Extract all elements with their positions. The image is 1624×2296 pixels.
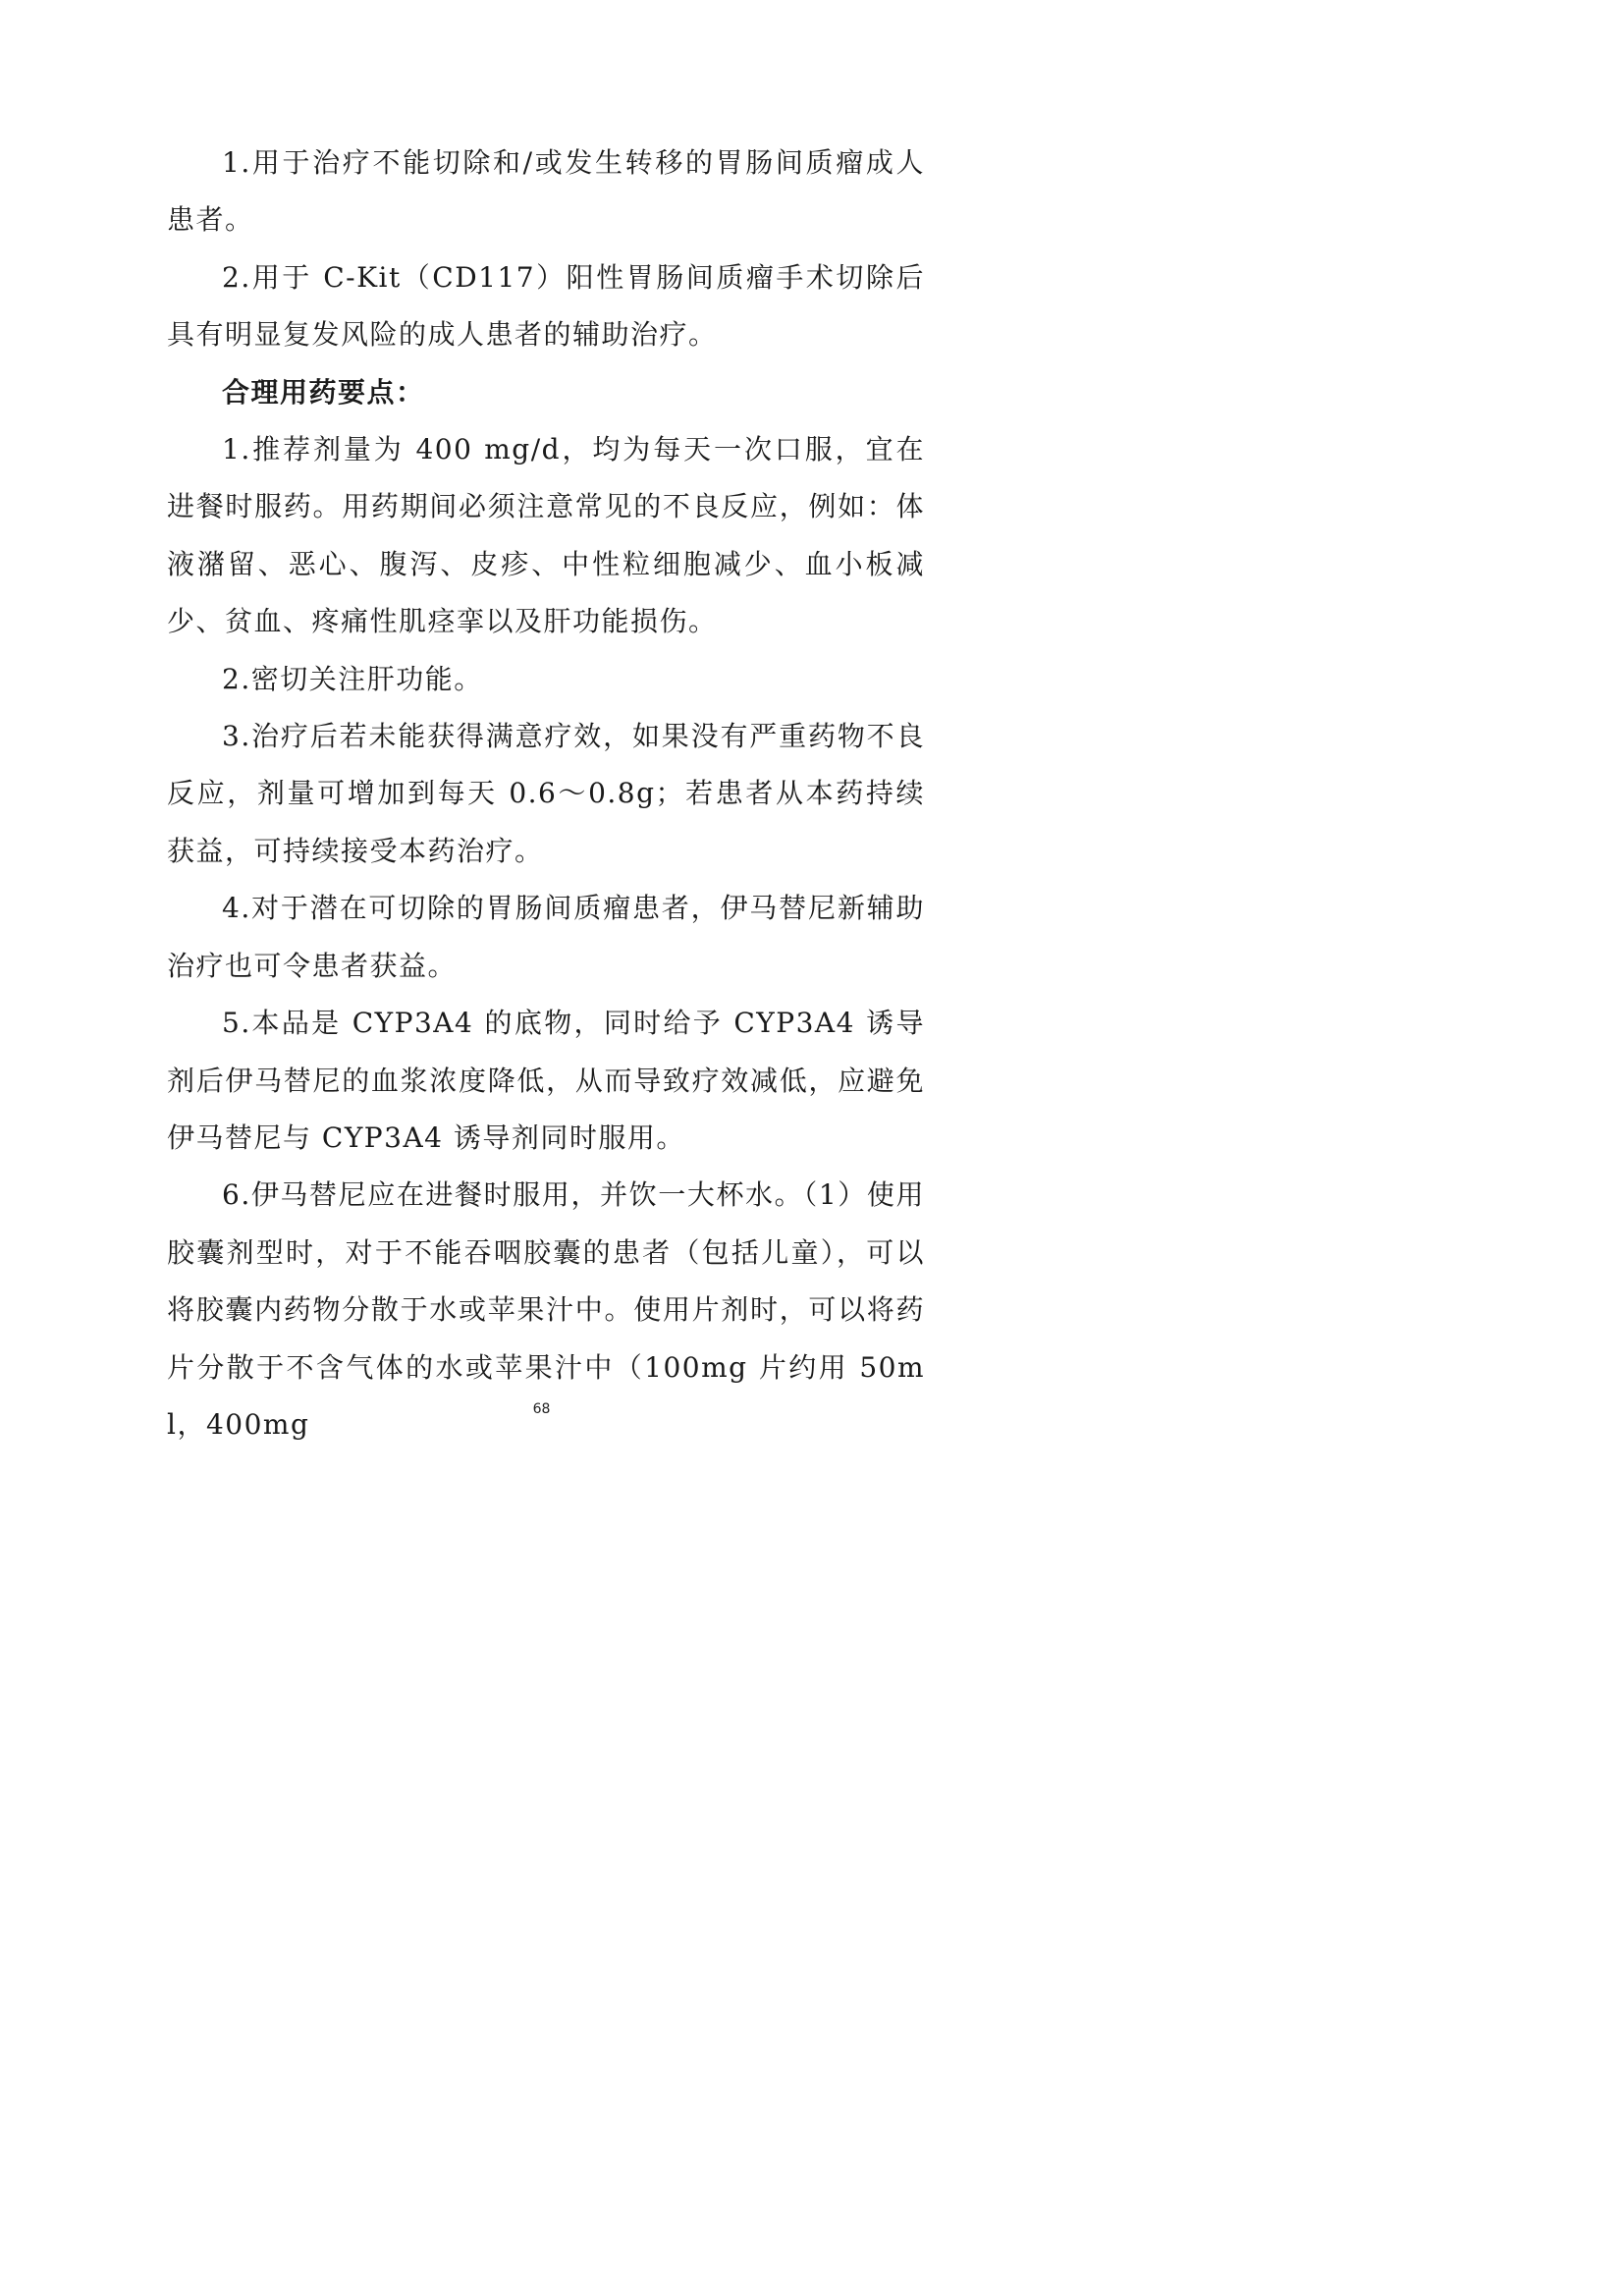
usage-point-6: 6.伊马替尼应在进餐时服用，并饮一大杯水。（1）使用胶囊剂型时，对于不能吞咽胶囊的患者（包括儿童），可以将胶囊内药物分散于水或苹果汁中。使用片剂时，可以将药片分散于不含气体的水或苹果汁中（100mg 片约用 50ml，400mg [167, 1178, 925, 1441]
usage-point-5: 5.本品是 CYP3A4 的底物，同时给予 CYP3A4 诱导剂后伊马替尼的血浆浓度降低，从而导致疗效减低，应避免伊马替尼与 CYP3A4 诱导剂同时服用。 [167, 1007, 925, 1154]
usage-point-4: 4.对于潜在可切除的胃肠间质瘤患者，伊马替尼新辅助治疗也可令患者获益。 [167, 892, 925, 982]
indication-item-2: 2.用于 C-Kit（CD117）阳性胃肠间质瘤手术切除后具有明显复发风险的成人患者的辅助治疗。 [167, 260, 925, 352]
section-heading: 合理用药要点： [222, 375, 425, 409]
page-number: 68 [532, 1401, 551, 1417]
document-body [167, 135, 925, 1453]
usage-point-3: 3.治疗后若未能获得满意疗效，如果没有严重药物不良反应，剂量可增加到每天 0.6～0.8g；若患者从本药持续获益，可持续接受本药治疗。 [167, 720, 925, 867]
indication-item-1: 1.用于治疗不能切除和/或发生转移的胃肠间质瘤成人患者。 [167, 146, 925, 237]
document-page [0, 0, 1083, 1532]
usage-point-1: 1.推荐剂量为 400 mg/d，均为每天一次口服，宜在进餐时服药。用药期间必须注意常见的不良反应，例如：体液潴留、恶心、腹泻、皮疹、中性粒细胞减少、血小板减少、贫血、疼痛性肌痉挛以及肝功能损伤。 [167, 433, 925, 638]
usage-point-2: 2.密切关注肝功能。 [222, 662, 483, 695]
